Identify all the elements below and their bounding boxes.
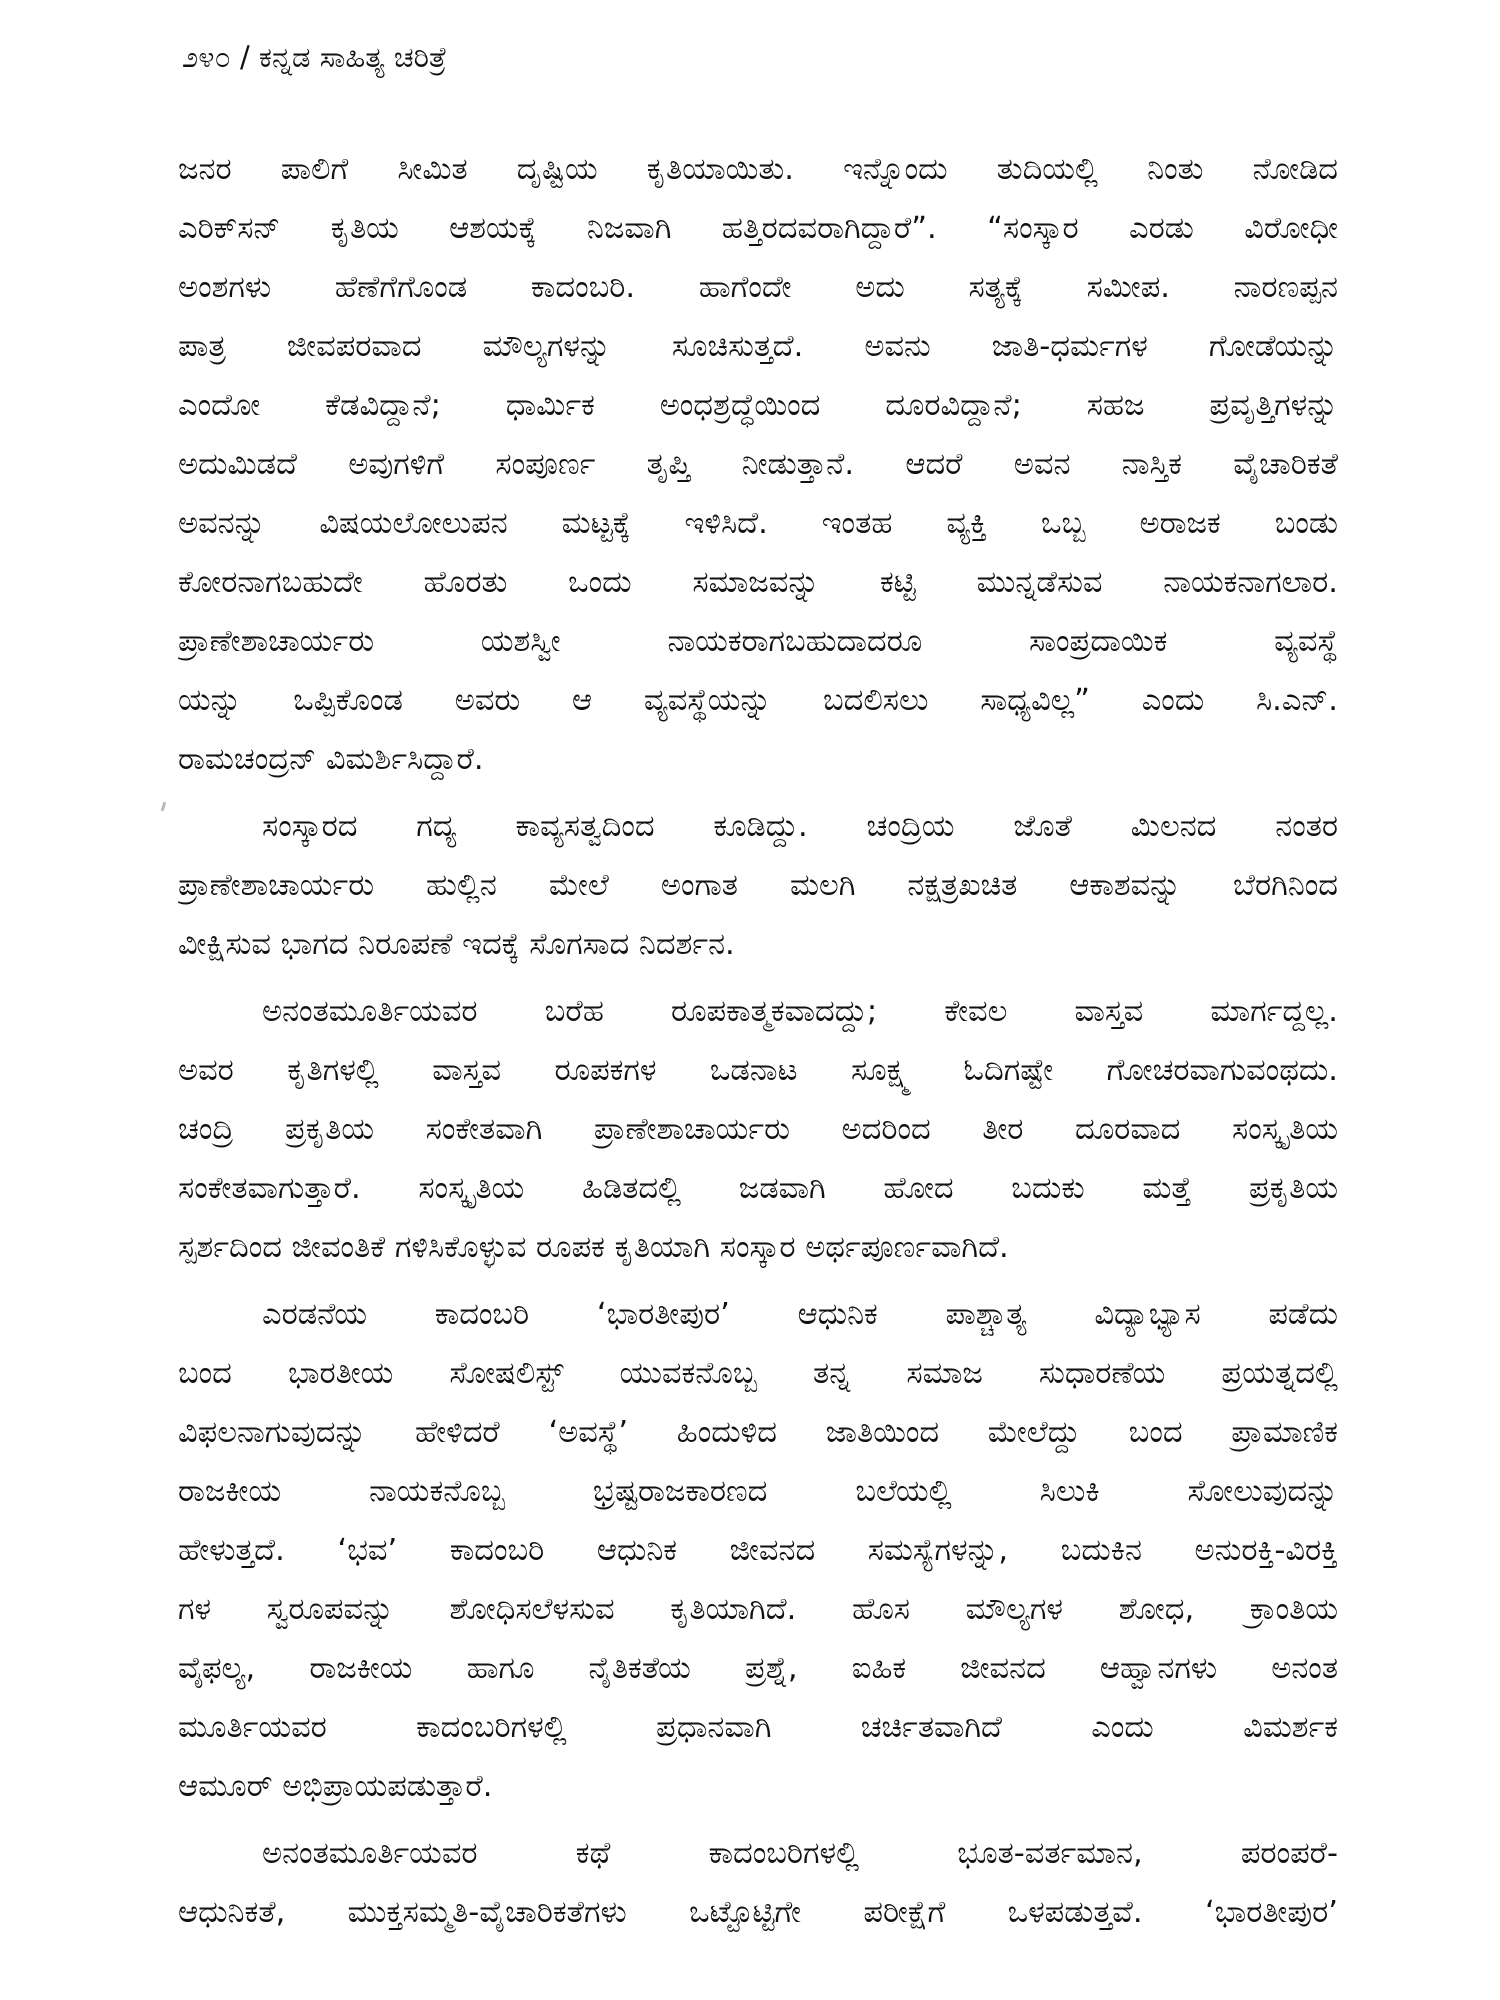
text-line: ರಾಮಚಂದ್ರನ್ ವಿಮರ್ಶಿಸಿದ್ದಾರೆ. <box>178 742 484 777</box>
paragraph <box>178 982 1338 1277</box>
body-text <box>178 140 1338 1950</box>
text-line: ಸಂಕೇತವಾಗುತ್ತಾರೆ. ಸಂಸ್ಕೃತಿಯ ಹಿಡಿತದಲ್ಲಿ ಜಡವಾಗಿ ಹೋದ ಬದುಕು ಮತ್ತೆ ಪ್ರಕೃತಿಯ <box>178 1171 1338 1206</box>
text-line: ಮೂರ್ತಿಯವರ ಕಾದಂಬರಿಗಳಲ್ಲಿ ಪ್ರಧಾನವಾಗಿ ಚರ್ಚಿತವಾಗಿದೆ ಎಂದು ವಿಮರ್ಶಕ <box>178 1710 1338 1745</box>
text-line: ಎಂದೋ ಕೆಡವಿದ್ದಾನೆ; ಧಾರ್ಮಿಕ ಅಂಧಶ್ರದ್ಧೆಯಿಂದ ದೂರವಿದ್ದಾನೆ; ಸಹಜ ಪ್ರವೃತ್ತಿಗಳನ್ನು <box>178 388 1338 423</box>
paragraph <box>178 140 1338 789</box>
text-line: ರಾಜಕೀಯ ನಾಯಕನೊಬ್ಬ ಭ್ರಷ್ಟರಾಜಕಾರಣದ ಬಲೆಯಲ್ಲಿ ಸಿಲುಕಿ ಸೋಲುವುದನ್ನು <box>178 1474 1338 1509</box>
text-line: ಆಧುನಿಕತೆ, ಮುಕ್ತಸಮ್ಮತಿ-ವೈಚಾರಿಕತೆಗಳು ಒಟ್ಟೊಟ್ಟಿಗೇ ಪರೀಕ್ಷೆಗೆ ಒಳಪಡುತ್ತವೆ. ‘ಭಾರತೀಪುರ’ <box>178 1895 1338 1930</box>
text-line: ಅದುಮಿಡದೆ ಅವುಗಳಿಗೆ ಸಂಪೂರ್ಣ ತೃಪ್ತಿ ನೀಡುತ್ತಾನೆ. ಆದರೆ ಅವನ ನಾಸ್ತಿಕ ವೈಚಾರಿಕತೆ <box>178 447 1338 482</box>
text-line: ಜನರ ಪಾಲಿಗೆ ಸೀಮಿತ ದೃಷ್ಟಿಯ ಕೃತಿಯಾಯಿತು. ಇನ್ನೊಂದು ತುದಿಯಲ್ಲಿ ನಿಂತು ನೋಡಿದ <box>178 152 1338 187</box>
paragraph <box>178 797 1338 974</box>
running-head: ೨೪೦ / ಕನ್ನಡ ಸಾಹಿತ್ಯ ಚರಿತ್ರೆ <box>182 40 447 74</box>
text-line: ಎರಡನೆಯ ಕಾದಂಬರಿ ‘ಭಾರತೀಪುರ’ ಆಧುನಿಕ ಪಾಶ್ಚಾತ್ಯ ವಿದ್ಯಾಭ್ಯಾಸ ಪಡೆದು <box>262 1297 1338 1332</box>
text-line: ಅವನನ್ನು ವಿಷಯಲೋಲುಪನ ಮಟ್ಟಕ್ಕೆ ಇಳಿಸಿದೆ. ಇಂತಹ ವ್ಯಕ್ತಿ ಒಬ್ಬ ಅರಾಜಕ ಬಂಡು <box>178 506 1338 541</box>
text-line: ಸಂಸ್ಕಾರದ ಗದ್ಯ ಕಾವ್ಯಸತ್ವದಿಂದ ಕೂಡಿದ್ದು. ಚಂದ್ರಿಯ ಜೊತೆ ಮಿಲನದ ನಂತರ <box>262 809 1338 844</box>
text-line: ಕೋರನಾಗಬಹುದೇ ಹೊರತು ಒಂದು ಸಮಾಜವನ್ನು ಕಟ್ಟಿ ಮುನ್ನಡೆಸುವ ನಾಯಕನಾಗಲಾರ. <box>178 565 1338 600</box>
text-line: ಬಂದ ಭಾರತೀಯ ಸೋಷಲಿಸ್ಟ್ ಯುವಕನೊಬ್ಬ ತನ್ನ ಸಮಾಜ ಸುಧಾರಣೆಯ ಪ್ರಯತ್ನದಲ್ಲಿ <box>178 1356 1338 1391</box>
text-line: ಅನಂತಮೂರ್ತಿಯವರ ಬರೆಹ ರೂಪಕಾತ್ಮಕವಾದದ್ದು; ಕೇವಲ ವಾಸ್ತವ ಮಾರ್ಗದ್ದಲ್ಲ. <box>262 994 1338 1029</box>
text-line: ಪ್ರಾಣೇಶಾಚಾರ್ಯರು ಹುಲ್ಲಿನ ಮೇಲೆ ಅಂಗಾತ ಮಲಗಿ ನಕ್ಷತ್ರಖಚಿತ ಆಕಾಶವನ್ನು ಬೆರಗಿನಿಂದ <box>178 868 1338 903</box>
text-line: ಪ್ರಾಣೇಶಾಚಾರ್ಯರು ಯಶಸ್ವೀ ನಾಯಕರಾಗಬಹುದಾದರೂ ಸಾಂಪ್ರದಾಯಿಕ ವ್ಯವಸ್ಥೆ <box>178 624 1338 659</box>
text-line: ಪಾತ್ರ ಜೀವಪರವಾದ ಮೌಲ್ಯಗಳನ್ನು ಸೂಚಿಸುತ್ತದೆ. ಅವನು ಜಾತಿ-ಧರ್ಮಗಳ ಗೋಡೆಯನ್ನು <box>178 329 1338 364</box>
text-line: ಅನಂತಮೂರ್ತಿಯವರ ಕಥೆ ಕಾದಂಬರಿಗಳಲ್ಲಿ ಭೂತ-ವರ್ತಮಾನ, ಪರಂಪರೆ- <box>262 1836 1338 1871</box>
text-line: ಅವರ ಕೃತಿಗಳಲ್ಲಿ ವಾಸ್ತವ ರೂಪಕಗಳ ಒಡನಾಟ ಸೂಕ್ಷ್ಮ ಓದಿಗಷ್ಟೇ ಗೋಚರವಾಗುವಂಥದು. <box>178 1053 1338 1088</box>
text-line: ಹೇಳುತ್ತದೆ. ‘ಭವ’ ಕಾದಂಬರಿ ಆಧುನಿಕ ಜೀವನದ ಸಮಸ್ಯೆಗಳನ್ನು, ಬದುಕಿನ ಅನುರಕ್ತಿ-ವಿರಕ್ತಿ <box>178 1533 1338 1568</box>
text-line: ವೈಫಲ್ಯ, ರಾಜಕೀಯ ಹಾಗೂ ನೈತಿಕತೆಯ ಪ್ರಶ್ನೆ, ಐಹಿಕ ಜೀವನದ ಆಹ್ವಾನಗಳು ಅನಂತ <box>178 1651 1338 1686</box>
text-line: ಅಂಶಗಳು ಹೆಣೆಗೆಗೊಂಡ ಕಾದಂಬರಿ. ಹಾಗೆಂದೇ ಅದು ಸತ್ಯಕ್ಕೆ ಸಮೀಪ. ನಾರಣಪ್ಪನ <box>178 270 1338 305</box>
text-line: ಸ್ಪರ್ಶದಿಂದ ಜೀವಂತಿಕೆ ಗಳಿಸಿಕೊಳ್ಳುವ ರೂಪಕ ಕೃತಿಯಾಗಿ ಸಂಸ್ಕಾರ ಅರ್ಥಪೂರ್ಣವಾಗಿದೆ. <box>178 1230 1009 1265</box>
text-line: ಗಳ ಸ್ವರೂಪವನ್ನು ಶೋಧಿಸಲೆಳಸುವ ಕೃತಿಯಾಗಿದೆ. ಹೊಸ ಮೌಲ್ಯಗಳ ಶೋಧ, ಕ್ರಾಂತಿಯ <box>178 1592 1338 1627</box>
text-line: ಯನ್ನು ಒಪ್ಪಿಕೊಂಡ ಅವರು ಆ ವ್ಯವಸ್ಥೆಯನ್ನು ಬದಲಿಸಲು ಸಾಧ್ಯವಿಲ್ಲ” ಎಂದು ಸಿ.ಎನ್. <box>178 683 1338 718</box>
text-line: ವಿಫಲನಾಗುವುದನ್ನು ಹೇಳಿದರೆ ‘ಅವಸ್ಥೆ’ ಹಿಂದುಳಿದ ಜಾತಿಯಿಂದ ಮೇಲೆದ್ದು ಬಂದ ಪ್ರಾಮಾಣಿಕ <box>178 1415 1338 1450</box>
text-line: ಆಮೂರ್ ಅಭಿಪ್ರಾಯಪಡುತ್ತಾರೆ. <box>178 1769 493 1804</box>
paragraph <box>178 1285 1338 1816</box>
text-line: ವೀಕ್ಷಿಸುವ ಭಾಗದ ನಿರೂಪಣೆ ಇದಕ್ಕೆ ಸೊಗಸಾದ ನಿದರ್ಶನ. <box>178 927 735 962</box>
scan-speck <box>161 802 167 811</box>
text-line: ಚಂದ್ರಿ ಪ್ರಕೃತಿಯ ಸಂಕೇತವಾಗಿ ಪ್ರಾಣೇಶಾಚಾರ್ಯರು ಅದರಿಂದ ತೀರ ದೂರವಾದ ಸಂಸ್ಕೃತಿಯ <box>178 1112 1338 1147</box>
text-line: ಎರಿಕ್‌ಸನ್ ಕೃತಿಯ ಆಶಯಕ್ಕೆ ನಿಜವಾಗಿ ಹತ್ತಿರದವರಾಗಿದ್ದಾರೆ”. “ಸಂಸ್ಕಾರ ಎರಡು ವಿರೋಧೀ <box>178 211 1338 246</box>
paragraph <box>178 1824 1338 1942</box>
